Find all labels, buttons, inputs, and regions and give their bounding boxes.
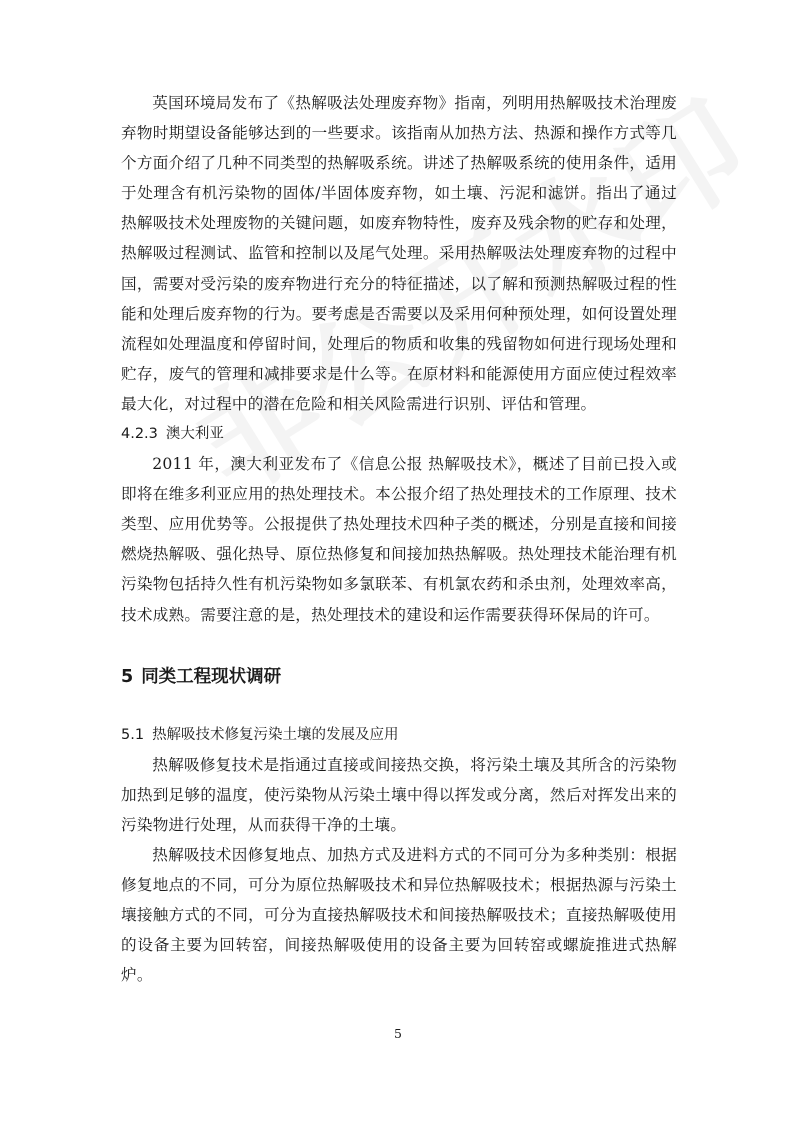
heading-title: 热解吸技术修复污染土壤的发展及应用 (152, 726, 399, 743)
heading-title: 澳大利亚 (165, 426, 224, 443)
heading-number: 5 (121, 666, 134, 687)
paragraph-thermal-desorption-types: 热解吸技术因修复地点、加热方式及进料方式的不同可分为多种类别：根据修复地点的不同，可分为原位热解吸技术和异位热解吸技术；根据热源与污染土壤接触方式的不同，可分为直接热解吸技术和间接热解吸技术；直接热解吸使用的设备主要为回转窑，间接热解吸使用的设备主要为回转窑或螺旋推进式热解炉。 (121, 845, 677, 985)
heading-title: 同类工程现状调研 (141, 666, 282, 687)
heading-5 (121, 662, 677, 692)
paragraph-thermal-desorption-definition: 热解吸修复技术是指通过直接或间接热交换，将污染土壤及其所含的污染物加热到足够的温度，使污染物从污染土壤中得以挥发或分离，然后对挥发出来的污染物进行处理，从而获得干净的土壤。 (121, 755, 677, 834)
heading-number: 4.2.3 (121, 426, 158, 443)
paragraph-australia: 2011 年，澳大利亚发布了《信息公报 热解吸技术》，概述了目前已投入或即将在维多利亚应用的热处理技术。本公报介绍了热处理技术的工作原理、技术类型、应用优势等。公报提供了热处理技术四种子类的概述，分别是直接和间接燃烧热解吸、强化热导、原位热修复和间接加热热解吸。热处理技术能治理有机污染物包括持久性有机污染物如多氯联苯、有机氯农药和杀虫剂，处理效率高，技术成熟。需要注意的是，热处理技术的建设和运作需要获得环保局的许可。 (121, 455, 677, 624)
heading-5-1 (121, 720, 677, 750)
paragraph-uk-guideline: 英国环境局发布了《热解吸法处理废弃物》指南，列明用热解吸技术治理废弃物时期望设备能够达到的一些要求。该指南从加热方法、热源和操作方式等几个方面介绍了几种不同类型的热解吸系统。讲述了热解吸系统的使用条件，适用于处理含有机污染物的固体/半固体废弃物，如土壤、污泥和滤饼。指出了通过热解吸技术处理废物的关键问题，如废弃物特性，废弃及残余物的贮存和处理，热解吸过程测试、监管和控制以及尾气处理。采用热解吸法处理废弃物的过程中国，需要对受污染的废弃物进行充分的特征描述，以了解和预测热解吸过程的性能和处理后废弃物的行为。要考虑是否需要以及采用何种预处理，如何设置处理流程如处理温度和停留时间，处理后的物质和收集的残留物如何进行现场处理和贮存，废气的管理和减排要求是什么等。在原材料和能源使用方面应使过程效率最大化，对过程中的潜在危险和相关风险需进行识别、评估和管理。 (121, 94, 677, 413)
page-content (121, 88, 677, 990)
heading-4-2-3 (121, 419, 677, 449)
heading-number: 5.1 (121, 726, 145, 743)
page-number: 5 (394, 1026, 402, 1041)
